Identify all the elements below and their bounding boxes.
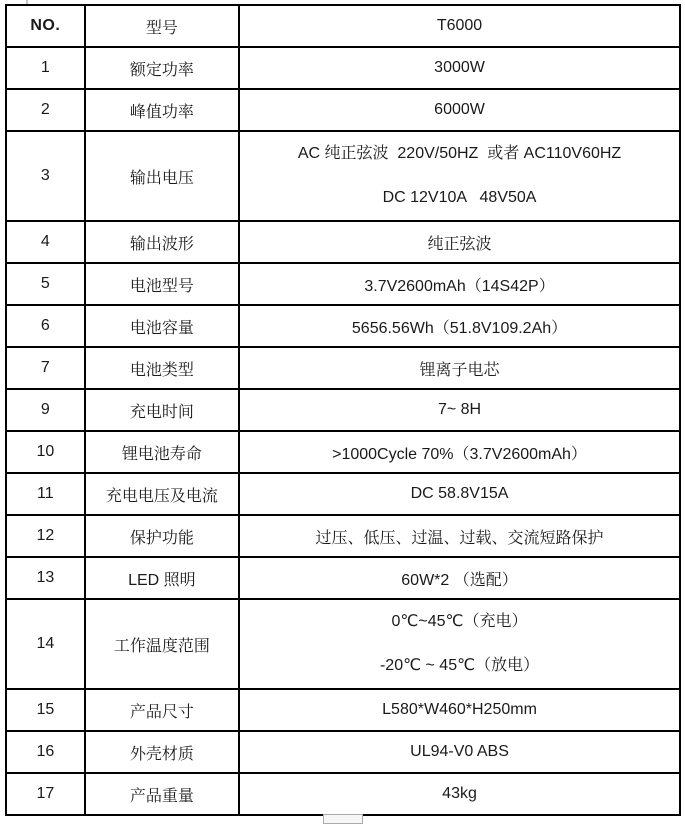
row-spec-value: [239, 599, 680, 689]
table-row: [6, 689, 680, 731]
header-no-label: NO.: [6, 5, 85, 47]
row-spec-label: 峰值功率: [85, 89, 239, 131]
row-spec-value: [239, 773, 680, 815]
row-spec-value: [239, 131, 680, 221]
row-spec-label: 额定功率: [85, 47, 239, 89]
row-spec-value-line: 5656.56Wh（51.8V109.2Ah）: [351, 319, 568, 337]
spec-table: [5, 4, 681, 816]
row-number: 4: [6, 221, 85, 263]
row-number: 12: [6, 515, 85, 557]
row-spec-value: [239, 221, 680, 263]
row-spec-value-line: DC 12V10A 48V50A: [382, 189, 537, 206]
row-spec-value-line: DC 58.8V15A: [410, 485, 509, 502]
table-row: [6, 473, 680, 515]
row-spec-label: 锂电池寿命: [85, 431, 239, 473]
row-spec-value: [239, 731, 680, 773]
row-spec-value: [239, 305, 680, 347]
row-spec-value: [239, 473, 680, 515]
row-number: 7: [6, 347, 85, 389]
table-row: [6, 89, 680, 131]
row-spec-value: [239, 515, 680, 557]
row-spec-value-line: -20℃ ~ 45℃（放电）: [379, 657, 540, 674]
row-spec-value-line: >1000Cycle 70%（3.7V2600mAh）: [332, 445, 587, 463]
table-row: [6, 47, 680, 89]
row-spec-label: 电池类型: [85, 347, 239, 389]
row-spec-label: 工作温度范围: [85, 599, 239, 689]
row-spec-value-line: 3000W: [434, 59, 485, 76]
table-row: [6, 515, 680, 557]
row-spec-value: [239, 47, 680, 89]
table-row: [6, 557, 680, 599]
table-row: [6, 347, 680, 389]
row-number: 16: [6, 731, 85, 773]
row-spec-label: 充电时间: [85, 389, 239, 431]
table-header-row: [6, 5, 680, 47]
table-row: [6, 731, 680, 773]
header-model-value: T6000: [239, 5, 680, 47]
row-spec-value: [239, 347, 680, 389]
row-spec-value-line: 43kg: [442, 785, 477, 802]
row-spec-value: [239, 689, 680, 731]
row-number: 15: [6, 689, 85, 731]
row-spec-label: 保护功能: [85, 515, 239, 557]
table-row: [6, 389, 680, 431]
row-spec-label: LED 照明: [85, 557, 239, 599]
row-number: 11: [6, 473, 85, 515]
row-spec-value-line: 7~ 8H: [437, 401, 482, 418]
row-number: 2: [6, 89, 85, 131]
row-spec-label: 产品尺寸: [85, 689, 239, 731]
row-number: 6: [6, 305, 85, 347]
row-spec-label: 充电电压及电流: [85, 473, 239, 515]
row-number: 10: [6, 431, 85, 473]
row-spec-value-line: L580*W460*H250mm: [382, 701, 537, 718]
row-spec-value: [239, 431, 680, 473]
table-row: [6, 599, 680, 689]
header-model-label: 型号: [85, 5, 239, 47]
table-row: [6, 305, 680, 347]
selection-handle-artifact: [323, 814, 363, 824]
row-spec-value-line: 3.7V2600mAh（14S42P）: [364, 277, 555, 295]
row-spec-label: 电池容量: [85, 305, 239, 347]
table-row: [6, 221, 680, 263]
row-spec-value-line: 0℃~45℃（充电）: [391, 613, 528, 630]
table-row: [6, 773, 680, 815]
row-spec-label: 电池型号: [85, 263, 239, 305]
row-spec-value: [239, 263, 680, 305]
row-number: 14: [6, 599, 85, 689]
row-spec-value-line: 60W*2 （选配）: [401, 571, 518, 589]
row-spec-value: [239, 557, 680, 599]
row-spec-value-line: 6000W: [434, 101, 485, 118]
row-spec-label: 输出波形: [85, 221, 239, 263]
row-spec-value-line: 锂离子电芯: [419, 361, 500, 379]
table-row: [6, 431, 680, 473]
row-spec-label: 外壳材质: [85, 731, 239, 773]
row-spec-value: [239, 89, 680, 131]
row-number: 3: [6, 131, 85, 221]
row-number: 17: [6, 773, 85, 815]
row-spec-label: 产品重量: [85, 773, 239, 815]
row-spec-value-line: UL94-V0 ABS: [410, 743, 509, 760]
table-row: [6, 263, 680, 305]
row-spec-value-line: 过压、低压、过温、过载、交流短路保护: [315, 529, 604, 547]
row-spec-value-line: 纯正弦波: [427, 235, 492, 253]
row-number: 5: [6, 263, 85, 305]
row-spec-label: 输出电压: [85, 131, 239, 221]
row-spec-value-line: AC 纯正弦波 220V/50HZ 或者 AC110V60HZ: [297, 145, 622, 162]
table-row: [6, 131, 680, 221]
row-number: 9: [6, 389, 85, 431]
row-spec-value: [239, 389, 680, 431]
row-number: 13: [6, 557, 85, 599]
row-number: 1: [6, 47, 85, 89]
spec-table-body: [6, 47, 680, 815]
